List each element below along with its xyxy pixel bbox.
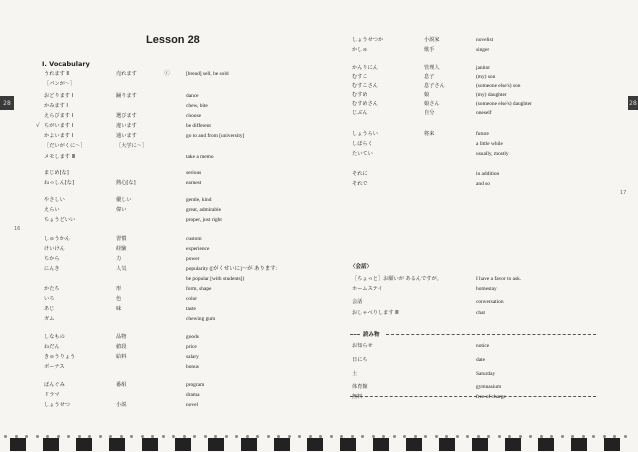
vocab-kana: しゅうかん bbox=[44, 236, 70, 242]
binding-hole bbox=[592, 435, 595, 438]
binding-hole bbox=[550, 435, 553, 438]
binding-hole bbox=[403, 435, 406, 438]
binding-hole bbox=[162, 435, 165, 438]
vocab-kana: かよいます Ⅰ bbox=[44, 133, 74, 139]
vocab-kana: しなもの bbox=[44, 334, 65, 340]
vocab-kana: ［パンが～］ bbox=[44, 81, 76, 87]
vocab-kana: かしゅ bbox=[352, 47, 368, 53]
binding-hole bbox=[46, 435, 49, 438]
conversation-japanese: おしゃべりします Ⅲ bbox=[352, 310, 399, 316]
vocab-kanji: 優しい bbox=[116, 197, 132, 203]
vocab-english: (my) son bbox=[476, 74, 496, 80]
vocab-english: janitor bbox=[476, 65, 491, 71]
vocab-kanji: 熱心[な] bbox=[116, 180, 136, 186]
vocab-kana: しょうせつ bbox=[44, 402, 70, 408]
vocab-english: (someone else's) son bbox=[476, 83, 521, 89]
binding-hole bbox=[393, 435, 396, 438]
binding-hole bbox=[141, 435, 144, 438]
binding-tab bbox=[340, 438, 356, 451]
vocab-english: novel bbox=[186, 402, 198, 408]
binding-tab bbox=[307, 438, 323, 451]
vocab-english: chew, bite bbox=[186, 103, 208, 109]
binding-hole bbox=[613, 435, 616, 438]
annotation-mark: √ bbox=[36, 122, 40, 129]
vocab-kanji: 形 bbox=[116, 286, 122, 292]
vocab-kana: しょうらい bbox=[352, 131, 378, 137]
binding-hole bbox=[204, 435, 207, 438]
reading-japanese: お知らせ bbox=[352, 343, 373, 349]
binding-hole bbox=[361, 435, 364, 438]
binding-hole bbox=[15, 435, 18, 438]
vocab-english: power bbox=[186, 256, 200, 262]
vocab-kanji: 味 bbox=[116, 306, 122, 312]
binding-tab bbox=[505, 438, 521, 451]
vocab-kana: それで bbox=[352, 181, 368, 187]
vocab-kana: むすめ bbox=[352, 92, 368, 98]
vocab-kana: えらびます Ⅰ bbox=[44, 113, 74, 119]
vocab-english: singer bbox=[476, 47, 490, 53]
binding-hole bbox=[99, 435, 102, 438]
binding-hole bbox=[466, 435, 469, 438]
vocab-kana: それに bbox=[352, 171, 368, 177]
binding-tab bbox=[274, 438, 290, 451]
conversation-heading: 〈会話〉 bbox=[350, 264, 373, 270]
vocab-kana: ［だいがくに～］ bbox=[44, 143, 86, 149]
vocab-english: color bbox=[186, 296, 198, 302]
side-tab-right: 28 bbox=[628, 96, 638, 110]
vocab-english: a little while bbox=[476, 141, 503, 147]
vocab-kana: かたち bbox=[44, 286, 60, 292]
binding-tab bbox=[538, 438, 554, 451]
binding-tab bbox=[241, 438, 257, 451]
vocab-english: goods bbox=[186, 334, 199, 340]
vocab-kanji: 歌手 bbox=[424, 47, 435, 53]
vocab-kana: おどります Ⅰ bbox=[44, 93, 74, 99]
binding-hole bbox=[172, 435, 175, 438]
vocab-kanji: 違います bbox=[116, 123, 137, 129]
conversation-english: homestay bbox=[476, 286, 497, 292]
binding-hole bbox=[456, 435, 459, 438]
vocab-kanji: 力 bbox=[116, 256, 122, 262]
vocab-kana: やさしい bbox=[44, 197, 65, 203]
vocab-kanji: 経験 bbox=[116, 246, 127, 252]
vocab-kanji: 娘 bbox=[424, 92, 430, 98]
vocab-kanji: 色 bbox=[116, 296, 122, 302]
binding-tab bbox=[142, 438, 158, 451]
binding-tab bbox=[571, 438, 587, 451]
vocab-kana: まじめ[な] bbox=[44, 170, 69, 176]
binding-hole bbox=[214, 435, 217, 438]
binding-hole bbox=[508, 435, 511, 438]
vocab-kana: うれます Ⅱ bbox=[44, 71, 69, 77]
vocab-english: dance bbox=[186, 93, 199, 99]
vocab-english: great, admirable bbox=[186, 207, 222, 213]
binding-hole bbox=[445, 435, 448, 438]
vocab-english: program bbox=[186, 382, 205, 388]
vocab-kana: むすこ bbox=[352, 74, 368, 80]
reading-english: gymnasium bbox=[476, 384, 502, 390]
binding-hole bbox=[256, 435, 259, 438]
vocab-english: be popular [with students]) bbox=[186, 276, 245, 282]
conversation-japanese: 会話 bbox=[352, 299, 363, 305]
reading-heading: 読み物 bbox=[363, 332, 380, 338]
vocab-english: experience bbox=[186, 246, 210, 252]
vocab-kanji: 将来 bbox=[424, 131, 435, 137]
vocab-english: future bbox=[476, 131, 489, 137]
vocab-kana: ちがいます Ⅰ bbox=[44, 123, 74, 129]
vocab-kana: ボーナス bbox=[44, 364, 65, 370]
vocab-kana: ちから bbox=[44, 256, 60, 262]
vocab-english: earnest bbox=[186, 180, 202, 186]
reading-divider-left bbox=[350, 334, 360, 335]
conversation-english: conversation bbox=[476, 299, 504, 305]
vocab-english: oneself bbox=[476, 110, 492, 116]
vocab-kana: しょうせつか bbox=[352, 37, 384, 43]
binding-hole bbox=[309, 435, 312, 438]
vocab-kanji: 管理人 bbox=[424, 65, 440, 71]
reading-divider-right bbox=[386, 334, 596, 335]
vocab-english: usually, mostly bbox=[476, 151, 509, 157]
binding-tab bbox=[43, 438, 59, 451]
vocab-kana: けいけん bbox=[44, 246, 65, 252]
binding-hole bbox=[225, 435, 228, 438]
vocab-kanji: 習慣 bbox=[116, 236, 127, 242]
binding-hole bbox=[330, 435, 333, 438]
vocab-english: bonus bbox=[186, 364, 199, 370]
binding-tab bbox=[604, 438, 620, 451]
binding-hole bbox=[351, 435, 354, 438]
vocab-english: form, shape bbox=[186, 286, 212, 292]
reading-english: notice bbox=[476, 343, 490, 349]
page-number-right: 17 bbox=[620, 190, 627, 196]
vocab-kanji: 給料 bbox=[116, 354, 127, 360]
vocab-kana: かみます Ⅰ bbox=[44, 103, 68, 109]
binding-hole bbox=[151, 435, 154, 438]
vocab-english: gentle, kind bbox=[186, 197, 212, 203]
binding-hole bbox=[36, 435, 39, 438]
binding-hole bbox=[193, 435, 196, 438]
vocab-english: in addition bbox=[476, 171, 500, 177]
binding-hole bbox=[529, 435, 532, 438]
vocab-kana: むすこさん bbox=[352, 83, 378, 89]
vocab-kanji: 自分 bbox=[424, 110, 435, 116]
vocab-english: salary bbox=[186, 354, 199, 360]
binding-tab bbox=[406, 438, 422, 451]
binding-hole bbox=[519, 435, 522, 438]
spiral-binding bbox=[0, 432, 638, 452]
binding-hole bbox=[582, 435, 585, 438]
vocab-kana: ちょうどいい bbox=[44, 217, 76, 223]
binding-tab bbox=[472, 438, 488, 451]
vocab-english: custom bbox=[186, 236, 202, 242]
binding-tab bbox=[175, 438, 191, 451]
reading-japanese: 体育館 bbox=[352, 384, 368, 390]
vocab-kana: いろ bbox=[44, 296, 55, 302]
vocab-kanji: 小説家 bbox=[424, 37, 440, 43]
vocab-english: proper, just right bbox=[186, 217, 222, 223]
vocab-english: (my) daughter bbox=[476, 92, 507, 98]
vocab-english: choose bbox=[186, 113, 201, 119]
vocab-english: [bread] sell, be sold bbox=[186, 71, 229, 77]
side-tab-left: 28 bbox=[0, 96, 14, 110]
conversation-japanese: ホームステイ bbox=[352, 286, 383, 292]
binding-hole bbox=[288, 435, 291, 438]
vocab-kana: ねだん bbox=[44, 344, 60, 350]
vocab-kanji: 選びます bbox=[116, 113, 137, 119]
binding-hole bbox=[183, 435, 186, 438]
binding-tab bbox=[208, 438, 224, 451]
vocab-english: taste bbox=[186, 306, 196, 312]
binding-hole bbox=[78, 435, 81, 438]
binding-hole bbox=[382, 435, 385, 438]
vocab-kanji: ［大学に～］ bbox=[116, 143, 148, 149]
binding-hole bbox=[540, 435, 543, 438]
reading-english: Saturday bbox=[476, 371, 496, 377]
binding-tab bbox=[109, 438, 125, 451]
vocab-kana: きゅうりょう bbox=[44, 354, 76, 360]
binding-hole bbox=[340, 435, 343, 438]
binding-hole bbox=[624, 435, 627, 438]
vocab-kana: じぶん bbox=[352, 110, 368, 116]
vocab-kanji: 小説 bbox=[116, 402, 127, 408]
binding-hole bbox=[130, 435, 133, 438]
binding-hole bbox=[435, 435, 438, 438]
reading-divider-bottom bbox=[350, 396, 596, 397]
reading-japanese: 日にち bbox=[352, 357, 368, 363]
binding-hole bbox=[571, 435, 574, 438]
binding-hole bbox=[561, 435, 564, 438]
vocab-kanji: 通います bbox=[116, 133, 137, 139]
reading-english: free of charge bbox=[476, 394, 506, 400]
vocab-kana: ばんぐみ bbox=[44, 382, 65, 388]
vocab-english: serious bbox=[186, 170, 202, 176]
binding-hole bbox=[4, 435, 7, 438]
binding-tab bbox=[439, 438, 455, 451]
section-heading: I. Vocabulary bbox=[42, 60, 90, 68]
vocab-kanji: 品物 bbox=[116, 334, 127, 340]
vocab-kana: ねっしん[な] bbox=[44, 180, 74, 186]
binding-tab bbox=[10, 438, 26, 451]
vocab-english: (someone else's) daughter bbox=[476, 101, 532, 107]
vocab-english: go to and from [university] bbox=[186, 133, 245, 139]
vocab-kanji: 売れます bbox=[116, 71, 137, 77]
binding-hole bbox=[57, 435, 60, 438]
vocab-kana: あじ bbox=[44, 306, 55, 312]
annotation-mark: ⓒ bbox=[164, 70, 171, 77]
binding-hole bbox=[235, 435, 238, 438]
vocab-kana: たいてい bbox=[352, 151, 373, 157]
conversation-english: I have a favor to ask. bbox=[476, 276, 522, 282]
vocab-kanji: 偉い bbox=[116, 207, 127, 213]
vocab-english: take a memo bbox=[186, 154, 214, 160]
reading-japanese: 土 bbox=[352, 371, 358, 377]
vocab-kanji: 値段 bbox=[116, 344, 127, 350]
vocab-kana: ガム bbox=[44, 316, 55, 322]
binding-hole bbox=[498, 435, 501, 438]
vocab-kanji: 踊ります bbox=[116, 93, 137, 99]
vocab-english: popularity ([がくせいに]～が あります： bbox=[186, 266, 281, 272]
binding-tab bbox=[76, 438, 92, 451]
page-number-left: 16 bbox=[14, 226, 21, 232]
binding-hole bbox=[88, 435, 91, 438]
reading-japanese: 無料 bbox=[352, 394, 363, 400]
vocab-kana: むすめさん bbox=[352, 101, 378, 107]
vocab-english: be different bbox=[186, 123, 211, 129]
vocab-kana: メモします Ⅲ bbox=[44, 154, 76, 160]
vocab-english: novelist bbox=[476, 37, 494, 43]
reading-english: date bbox=[476, 357, 485, 363]
binding-hole bbox=[603, 435, 606, 438]
binding-hole bbox=[67, 435, 70, 438]
vocab-kanji: 娘さん bbox=[424, 101, 440, 107]
conversation-english: chat bbox=[476, 310, 485, 316]
binding-hole bbox=[109, 435, 112, 438]
vocab-kana: にんき bbox=[44, 266, 60, 272]
binding-hole bbox=[372, 435, 375, 438]
binding-hole bbox=[246, 435, 249, 438]
binding-hole bbox=[487, 435, 490, 438]
vocab-english: and so bbox=[476, 181, 490, 187]
binding-hole bbox=[267, 435, 270, 438]
vocab-kanji: 人気 bbox=[116, 266, 127, 272]
binding-hole bbox=[298, 435, 301, 438]
vocab-kana: しばらく bbox=[352, 141, 373, 147]
binding-tab bbox=[373, 438, 389, 451]
vocab-kana: えらい bbox=[44, 207, 60, 213]
vocab-kana: ドラマ bbox=[44, 392, 60, 398]
binding-hole bbox=[477, 435, 480, 438]
binding-hole bbox=[25, 435, 28, 438]
binding-hole bbox=[319, 435, 322, 438]
vocab-english: price bbox=[186, 344, 197, 350]
vocab-kanji: 息子さん bbox=[424, 83, 445, 89]
binding-hole bbox=[414, 435, 417, 438]
binding-hole bbox=[424, 435, 427, 438]
vocab-kanji: 息子 bbox=[424, 74, 435, 80]
conversation-japanese: ［ちょっと］お願いが あるんですが。 bbox=[352, 276, 442, 282]
lesson-title: Lesson 28 bbox=[146, 34, 200, 46]
vocab-english: chewing gum bbox=[186, 316, 216, 322]
vocab-kana: かんりにん bbox=[352, 65, 378, 71]
binding-hole bbox=[277, 435, 280, 438]
vocab-english: drama bbox=[186, 392, 200, 398]
binding-hole bbox=[120, 435, 123, 438]
vocab-kanji: 番組 bbox=[116, 382, 127, 388]
